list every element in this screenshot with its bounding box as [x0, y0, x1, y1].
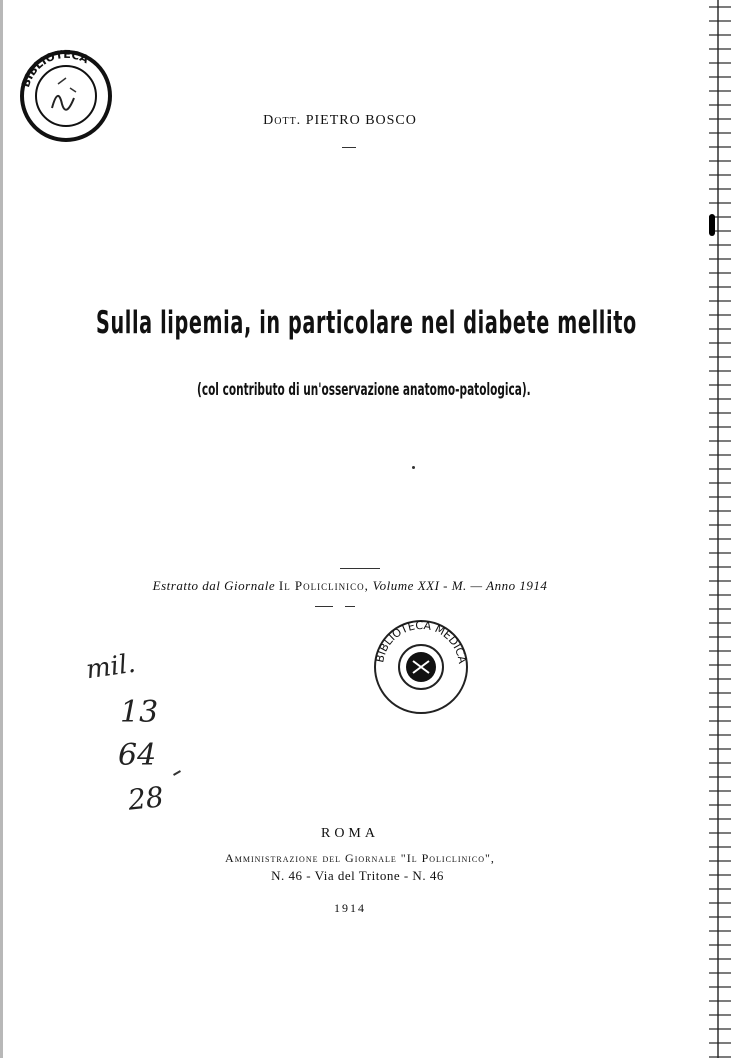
handwritten-note-2: 13 — [120, 695, 159, 730]
extract-rule-bottom-a — [315, 606, 333, 607]
handwritten-note-4: 28 — [126, 780, 166, 817]
imprint-year: 1914 — [334, 901, 366, 915]
author-line — [0, 113, 680, 129]
left-page-edge — [0, 0, 3, 1058]
extract-journal: Il Policlinico, — [278, 578, 369, 593]
imprint-publisher: Amministrazione del Giornale "Il Policlinico", — [225, 851, 495, 865]
extract-line — [0, 578, 700, 594]
author-prefix: Dott. — [263, 113, 302, 128]
extract-rule-bottom-b — [345, 606, 355, 607]
extract-lead: Estratto dal Giornale — [152, 578, 276, 593]
imprint-place: ROMA — [320, 826, 379, 841]
author-name: PIETRO BOSCO — [305, 113, 417, 128]
library-stamp-center — [371, 617, 471, 717]
extract-tail: Volume XXI - M. — Anno 1914 — [372, 578, 548, 593]
handwritten-note-1: mil. — [84, 648, 138, 686]
stamp-top-left-text: BIBLIOTECA — [19, 48, 91, 89]
author-rule — [342, 147, 356, 148]
handwritten-note-3: 64 — [118, 738, 157, 773]
document-title: Sulla lipemia, in particolare nel diabete mellito — [96, 305, 637, 341]
document-subtitle: (col contributo di un'osservazione anatomo-patologica). — [197, 380, 531, 400]
stamp-center-text: BIBLIOTECA MEDICA — [373, 618, 469, 665]
right-edge-line — [717, 0, 719, 1058]
ink-blot — [709, 214, 715, 236]
pencil-mark — [173, 770, 181, 776]
right-page-edge — [709, 0, 731, 1058]
extract-rule-top — [340, 568, 380, 569]
library-stamp-top-left — [18, 48, 114, 144]
imprint-address: N. 46 - Via del Tritone - N. 46 — [271, 868, 444, 883]
speck — [412, 466, 415, 469]
